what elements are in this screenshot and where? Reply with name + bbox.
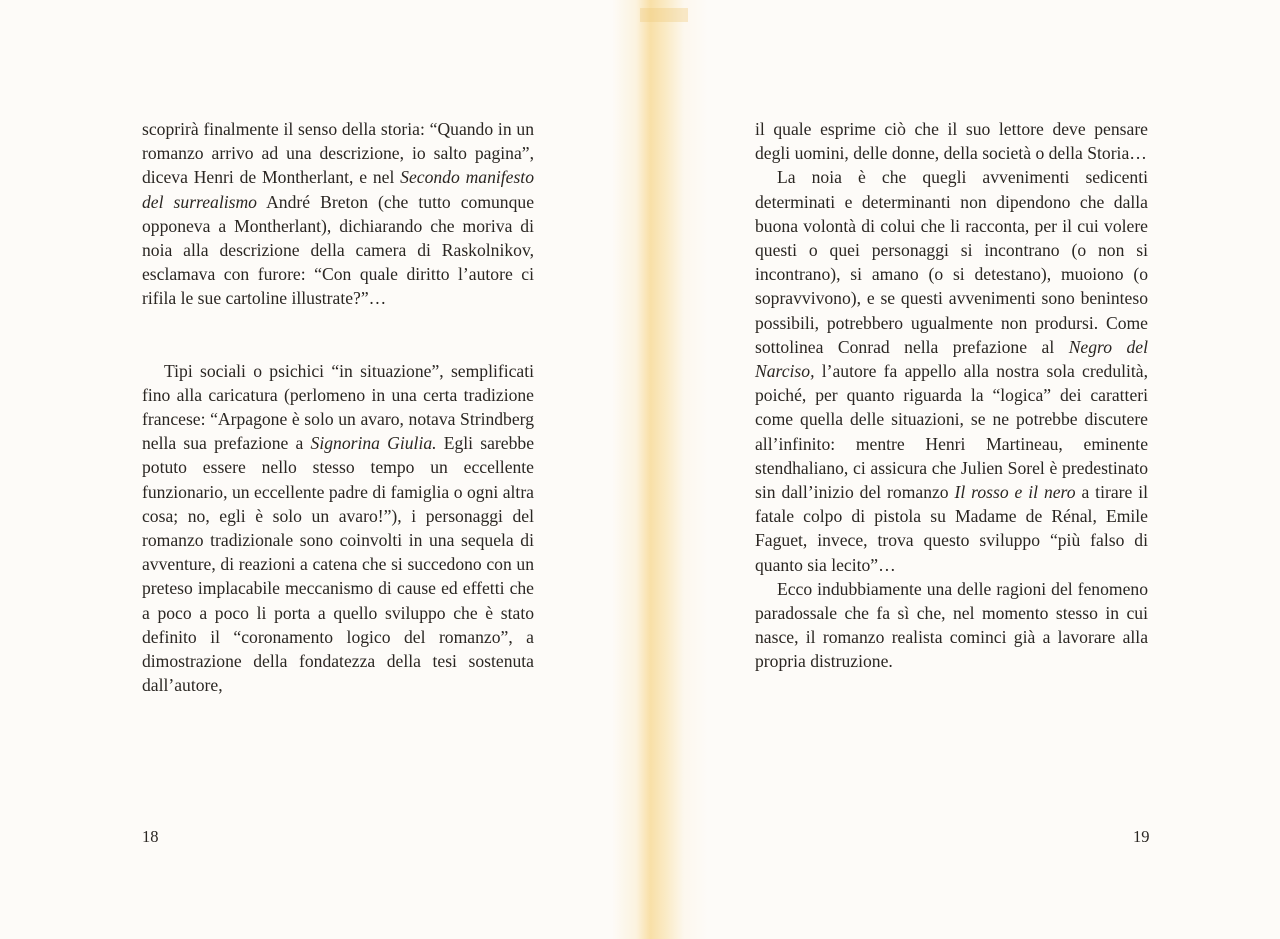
left-paragraph-1 — [142, 117, 534, 311]
left-page-text — [142, 117, 534, 697]
page-number-left: 18 — [142, 827, 159, 846]
left-paragraph-2 — [142, 359, 534, 698]
book-title-italic: Signorina Giulia. — [310, 433, 437, 454]
text-run: Tipi sociali o psichici “in situazione”, semplificati fino alla caricatura (perlomeno in una certa tradizione francese: “Arpagone è solo un avaro, notava Strindberg nella sua prefazione a — [142, 360, 534, 454]
book-title-italic: Secondo manifesto del surrealismo — [142, 167, 534, 212]
right-paragraph-3 — [755, 577, 1148, 674]
text-run: il quale esprime ciò che il suo lettore deve pensare degli uomini, delle donne, della società o della Storia… — [755, 119, 1148, 164]
text-run: La noia è che quegli avvenimenti sedicenti determinati e determinanti non dipendono che dalla buona volontà di colui che li racconta, per il cui volere questi o quei personaggi si incontrano (o non si incontrano), si amano (o si detestano), muoiono (o sopravvivono), e se questi avvenimenti sono beninteso possibili, potrebbero ugualmente non prodursi. Come sottolinea Conrad nella prefazione al — [755, 167, 1148, 357]
page-number-right: 19 — [1133, 827, 1150, 846]
right-page-text — [755, 117, 1148, 674]
right-paragraph-1 — [755, 117, 1148, 165]
text-run: Ecco indubbiamente una delle ragioni del fenomeno paradossale che fa sì che, nel momento stesso in cui nasce, il romanzo realista cominci già a lavorare alla propria distruzione. — [755, 578, 1148, 672]
book-title-italic: Il rosso e il nero — [954, 482, 1076, 503]
text-run: l’autore fa appello alla nostra sola credulità, poiché, per quanto riguarda la “logica” dei caratteri come quella delle situazioni, se ne potrebbe discutere all’infinito: mentre Henri Martineau, eminente stendhaliano, ci assicura che Julien Sorel è predestinato sin dall’inizio del romanzo — [755, 361, 1148, 503]
text-run: André Breton (che tutto comunque opponeva a Montherlant), dichiarando che moriva di noia alla descrizione della camera di Raskolnikov, esclamava con furore: “Con quale diritto l’autore ci rifila le sue cartoline illustrate?”… — [142, 191, 534, 309]
text-run: Egli sarebbe potuto essere nello stesso tempo un eccellente funzionario, un eccellente padre di famiglia o ogni altra cosa; no, egli è solo un avaro!”), i personaggi del romanzo tradizionale sono coinvolti in una sequela di avventure, di reazioni a catena che si succedono con un preteso implacabile meccanismo di cause ed effetti che a poco a poco li porta a quello sviluppo che è stato definito il “coronamento logico del romanzo”, a dimostrazione della fondatezza della tesi sostenuta dall’autore, — [142, 433, 535, 696]
book-title-italic: Negro del Narciso, — [755, 336, 1148, 382]
section-gap — [142, 311, 534, 359]
text-run: scoprirà finalmente il senso della storia: “Quando in un romanzo arrivo ad una descrizione, io salto pagina”, diceva Henri de Montherlant, e nel — [142, 119, 534, 188]
text-run: a tirare il fatale colpo di pistola su Madame de Rénal, Emile Faguet, invece, trova questo sviluppo “più falso di quanto sia lecito”… — [755, 482, 1148, 575]
book-gutter-top — [640, 8, 688, 22]
right-paragraph-2 — [755, 165, 1148, 576]
book-gutter — [612, 0, 708, 939]
